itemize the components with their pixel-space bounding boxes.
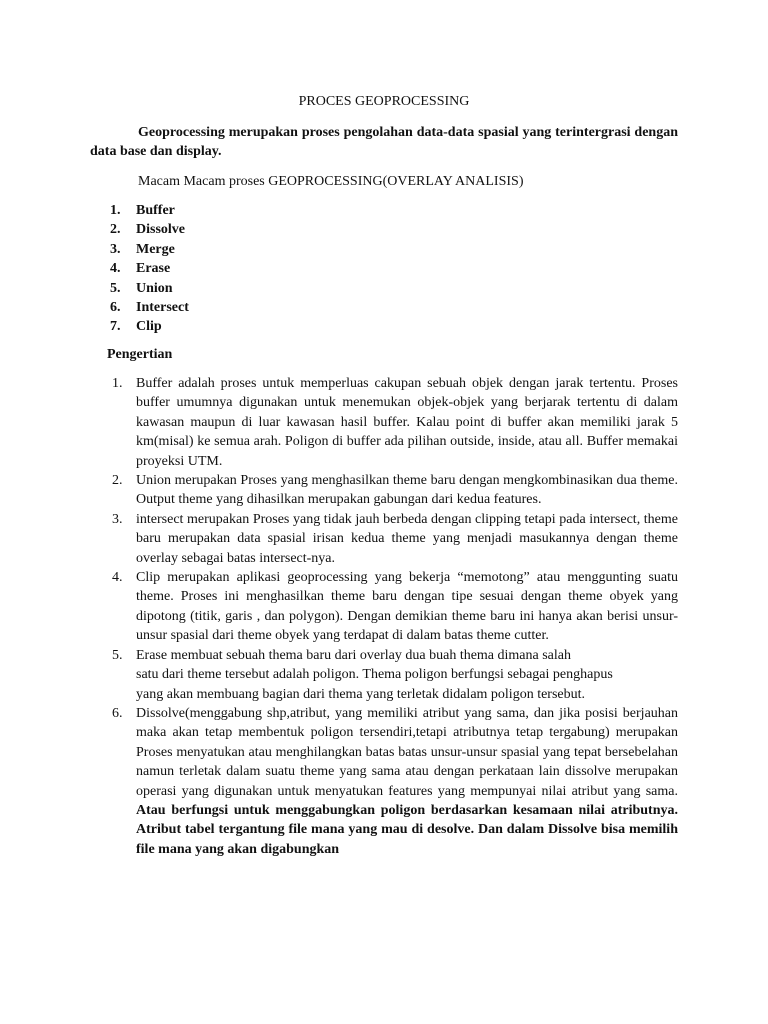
list-label: Merge	[136, 241, 175, 257]
definition-text: intersect merupakan Proses yang tidak jauh berbeda dengan clipping tetapi pada intersect, theme baru merupakan data spasial irisan kedua theme yang menjadi masukannya dengan theme overlay sebagai batas intersect-nya.	[136, 511, 678, 566]
definition-text: Buffer adalah proses untuk memperluas cakupan sebuah objek dengan jarak tertentu. Proses buffer umumnya digunakan untuk menemukan objek-objek yang berjarak tertentu di dalam kawasan maupun di luar kawasan hasil buffer. Kalau point di buffer akan memiliki jarak 5 km(misal) ke semua arah. Poligon di buffer ada pilihan outside, inside, atau all. Buffer memakai proyeksi UTM.	[136, 376, 678, 469]
definition-buffer	[110, 374, 678, 471]
list-number: 6.	[110, 299, 121, 315]
list-item	[110, 259, 189, 278]
definition-erase	[110, 646, 678, 704]
list-item	[110, 201, 189, 220]
list-number: 4.	[112, 570, 123, 586]
list-item	[110, 240, 189, 259]
definition-text: Union merupakan Proses yang menghasilkan theme baru dengan mengkombinasikan dua theme. Output theme yang dihasilkan merupakan gabungan dari kedua features.	[136, 473, 678, 508]
definition-text: Dissolve(menggabung shp,atribut, yang memiliki atribut yang sama, dan jika posisi berjauhan maka akan tetap membentuk poligon tersendiri,tetapi atributnya tetap tergabung) merupakan Proses menyatukan atau menghilangkan batas batas unsur-unsur spasial yang tepat bersebelahan namun terletak dalam suatu theme yang sama atau dengan perkataan lain dissolve merupakan operasi yang digunakan untuk menyatukan features yang mempunyai nilai atribut yang sama.	[136, 705, 678, 799]
list-number: 4.	[110, 261, 121, 277]
definition-intersect	[110, 510, 678, 568]
list-number: 3.	[112, 511, 123, 527]
list-item	[110, 317, 189, 336]
definition-text: satu dari theme tersebut adalah poligon. Thema poligon berfungsi sebagai penghapus	[136, 667, 613, 683]
macam-prefix: Macam Macam proses	[138, 174, 269, 189]
definition-bold-text: Atau berfungsi untuk menggabungkan poligon berdasarkan kesamaan nilai atributnya. Atribut tabel tergantung file mana yang mau di desolve. Dan dalam Dissolve bisa memilih file mana yang akan digabungkan	[136, 802, 678, 857]
definition-text: yang akan membuang bagian dari thema yang terletak didalam poligon tersebut.	[136, 686, 586, 702]
definition-text: Clip merupakan aplikasi geoprocessing yang bekerja “memotong” atau menggunting suatu theme. Proses ini menghasilkan theme baru dengan tipe sesuai dengan theme obyek yang dipotong (titik, garis , dan polygon). Dengan demikian theme baru ini hanya akan berisi unsur-unsur spasial dari theme obyek yang terdapat di dalam batas theme cutter.	[136, 570, 678, 644]
list-label: Buffer	[136, 203, 175, 218]
list-item	[110, 298, 189, 317]
list-item	[110, 220, 189, 239]
list-number: 7.	[110, 319, 121, 335]
document-title: PROCES GEOPROCESSING	[298, 94, 470, 109]
list-number: 3.	[110, 241, 121, 257]
macam-suffix: GEOPROCESSING(OVERLAY ANALISIS)	[268, 174, 524, 189]
list-label: Union	[136, 280, 173, 296]
list-number: 5.	[110, 280, 121, 296]
list-number: 5.	[112, 647, 123, 663]
definition-union	[110, 471, 678, 510]
list-label: Clip	[136, 319, 162, 335]
definition-text: Erase membuat sebuah thema baru dari overlay dua buah thema dimana salah	[136, 647, 571, 663]
pengertian-heading: Pengertian	[107, 347, 173, 362]
geoprocessing-types-list	[110, 201, 189, 337]
definition-dissolve	[110, 704, 678, 859]
list-label: Dissolve	[136, 222, 185, 238]
macam-heading	[138, 172, 678, 191]
list-number: 1.	[112, 376, 123, 391]
list-number: 2.	[110, 222, 121, 238]
intro-paragraph: Geoprocessing merupakan proses pengolahan data-data spasial yang terintergrasi dengan data base dan display.	[90, 125, 678, 160]
list-number: 6.	[112, 705, 123, 721]
list-label: Intersect	[136, 299, 189, 315]
list-item	[110, 279, 189, 298]
definitions-list	[110, 374, 678, 859]
list-number: 2.	[112, 473, 123, 489]
list-label: Erase	[136, 261, 171, 277]
definition-clip	[110, 568, 678, 646]
list-number: 1.	[110, 203, 121, 218]
